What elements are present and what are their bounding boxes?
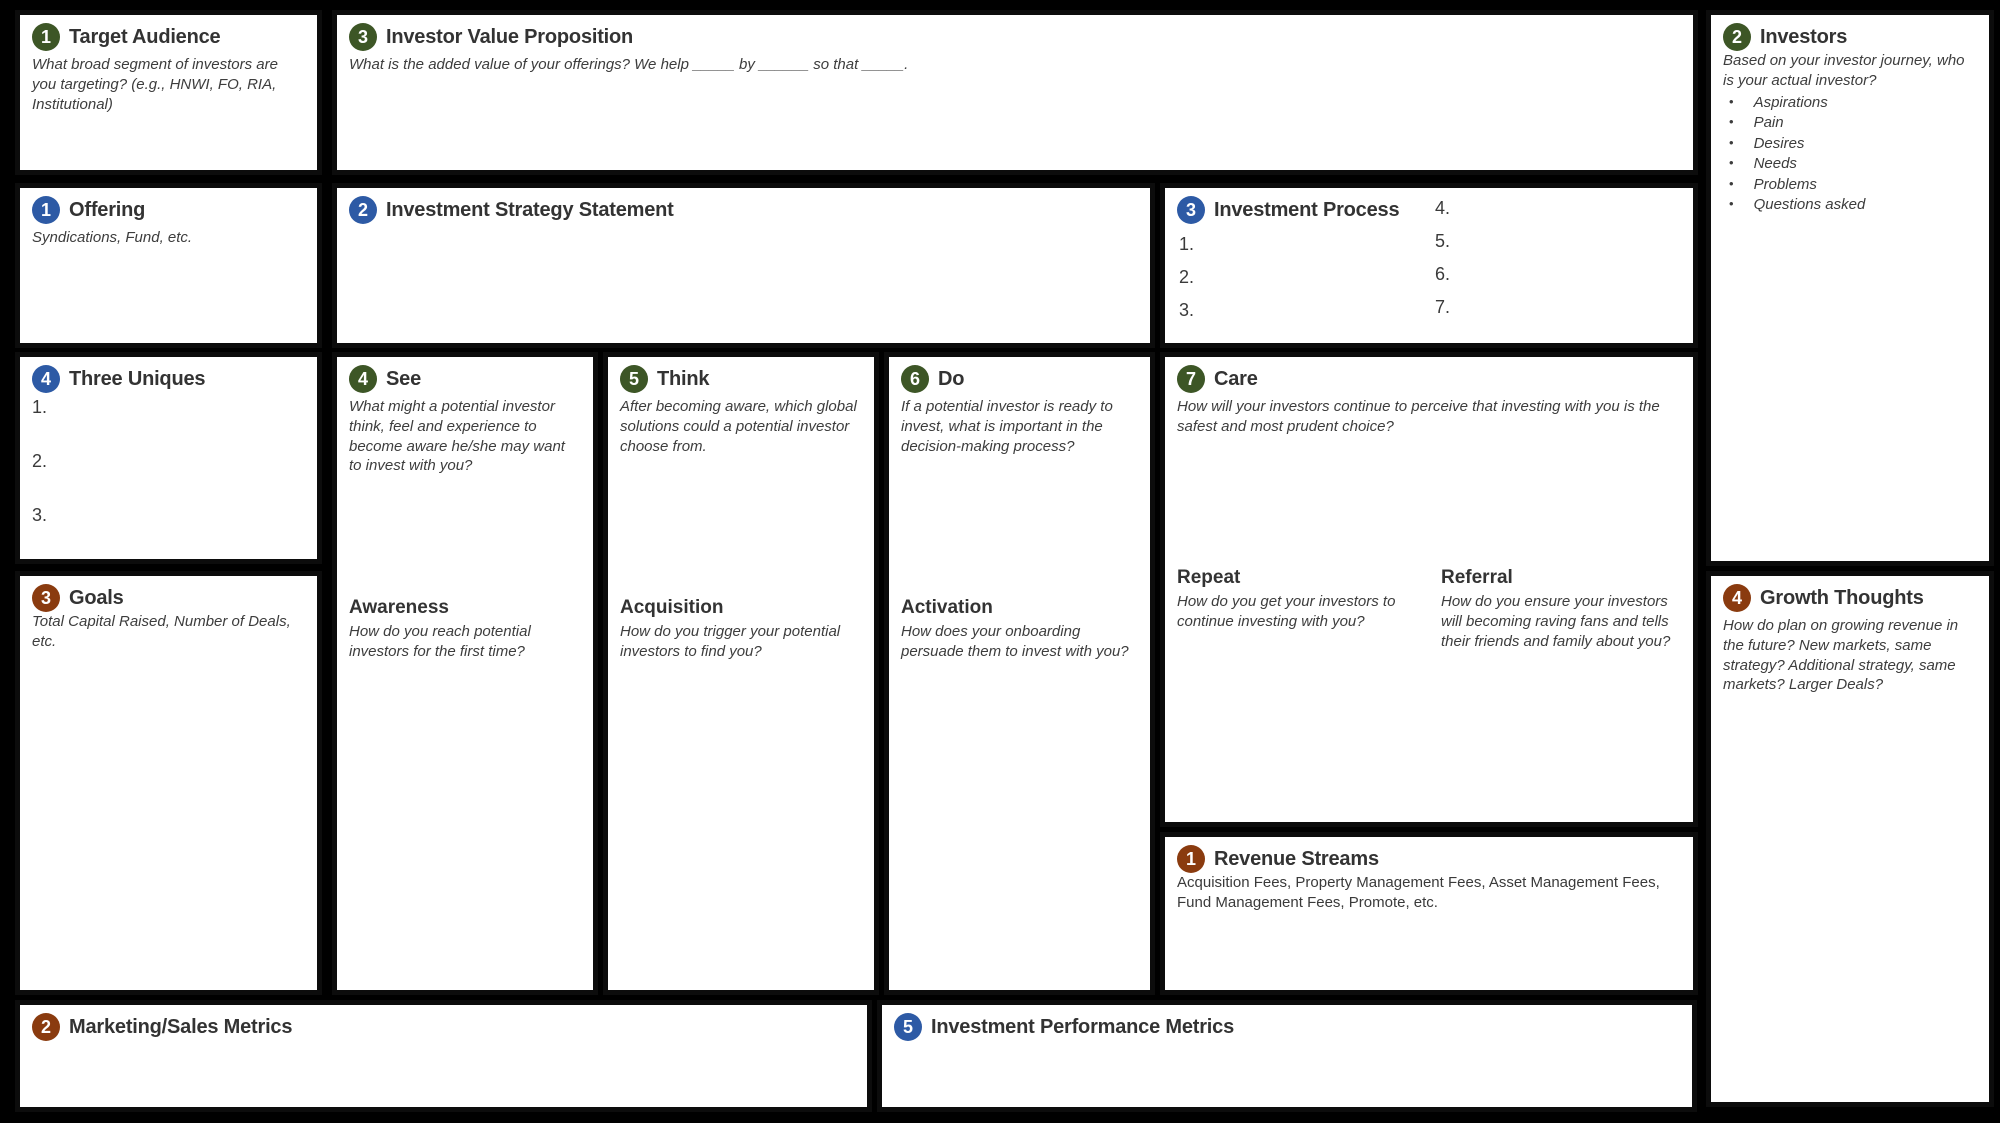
list-item [1723,154,1977,175]
list-item [1723,93,1977,114]
list-item: 3. [1179,300,1195,320]
growth-thoughts-desc: How do plan on growing revenue in the future? New markets, same strategy? Additional strategy, same markets? Larger Deals? [1723,617,1959,694]
investors-header [1723,23,1977,51]
do-title: Do [938,367,965,390]
list-item: 3. [32,505,48,525]
see-title: See [386,367,421,390]
investors-bullet: Needs [1753,155,1797,173]
growth-thoughts-box [1706,571,1994,1107]
investor-value-proposition-desc: What is the added value of your offerings? We help _____ by ______ so that _____. [349,56,909,73]
goals-desc: Total Capital Raised, Number of Deals, etc. [32,613,291,650]
revenue-streams-header [1177,845,1681,873]
three-uniques-box [15,352,322,564]
repeat-section [1177,567,1419,651]
investors-bullet: Desires [1753,134,1805,152]
revenue-streams-title: Revenue Streams [1214,847,1379,870]
offering-badge: 1 [32,196,60,224]
investment-process-steps-1-3 [1179,234,1194,333]
referral-title: Referral [1441,567,1513,588]
goals-box [15,571,322,995]
bullet-icon: • [1729,155,1734,171]
growth-thoughts-title: Growth Thoughts [1760,586,1924,609]
investment-strategy-header [349,196,1138,224]
target-audience-title: Target Audience [69,25,221,48]
care-title: Care [1214,367,1258,390]
repeat-title: Repeat [1177,567,1241,588]
activation-section [901,597,1140,662]
awareness-section [349,597,583,662]
goals-badge: 3 [32,584,60,612]
list-item: 2. [32,451,48,471]
do-desc: If a potential investor is ready to invest, what is important in the decision-making process? [901,398,1113,455]
growth-thoughts-badge: 4 [1723,584,1751,612]
investment-strategy-title: Investment Strategy Statement [386,198,674,221]
acquisition-section [620,597,864,662]
investment-process-header [1177,196,1681,224]
goals-header [32,584,305,612]
investors-desc: Based on your investor journey, who is your actual investor? [1723,52,1965,89]
marketing-sales-metrics-title: Marketing/Sales Metrics [69,1015,293,1038]
investors-bullet: Aspirations [1753,93,1828,111]
list-item: 7. [1435,297,1451,317]
bullet-icon: • [1729,196,1734,212]
think-header [620,365,862,393]
think-box [603,352,879,995]
bullet-icon: • [1729,175,1734,191]
think-desc: After becoming aware, which global solutions could a potential investor choose from. [620,398,857,455]
growth-thoughts-header [1723,584,1977,612]
think-title: Think [657,367,710,390]
repeat-desc: How do you get your investors to continue investing with you? [1177,593,1396,630]
list-item: 6. [1435,264,1451,284]
list-item: 4. [1435,198,1451,218]
investor-value-proposition-header [349,23,1681,51]
list-item [1723,195,1977,216]
investors-bullet: Questions asked [1753,196,1866,214]
think-badge: 5 [620,365,648,393]
investment-performance-metrics-badge: 5 [894,1013,922,1041]
investors-badge: 2 [1723,23,1751,51]
goals-title: Goals [69,586,124,609]
see-badge: 4 [349,365,377,393]
investor-value-proposition-box [332,10,1698,175]
see-header [349,365,581,393]
acquisition-title: Acquisition [620,597,724,618]
see-desc: What might a potential investor think, feel and experience to become aware he/she may want to invest with you? [349,398,565,475]
target-audience-badge: 1 [32,23,60,51]
bullet-icon: • [1729,93,1734,109]
care-subsections [1177,567,1683,651]
do-header [901,365,1138,393]
investment-process-box [1160,183,1698,348]
target-audience-header [32,23,305,51]
three-uniques-title: Three Uniques [69,367,206,390]
awareness-desc: How do you reach potential investors for the first time? [349,623,531,660]
revenue-streams-badge: 1 [1177,845,1205,873]
list-item [1723,175,1977,196]
target-audience-desc: What broad segment of investors are you targeting? (e.g., HNWI, FO, RIA, Institutional) [32,56,278,113]
investment-process-steps-4-7 [1435,198,1450,330]
acquisition-desc: How do you trigger your potential investors to find you? [620,623,841,660]
investment-process-title: Investment Process [1214,198,1400,221]
marketing-sales-metrics-badge: 2 [32,1013,60,1041]
care-badge: 7 [1177,365,1205,393]
investment-performance-metrics-box [877,1000,1697,1112]
referral-desc: How do you ensure your investors will becoming raving fans and tells their friends and family about you? [1441,593,1671,650]
investors-box [1706,10,1994,566]
referral-section [1441,567,1683,651]
investment-strategy-box [332,183,1155,348]
list-item: 2. [1179,267,1195,287]
offering-header [32,196,305,224]
awareness-title: Awareness [349,597,449,618]
see-box [332,352,598,995]
target-audience-box [15,10,322,175]
offering-box [15,183,322,348]
investor-value-proposition-title: Investor Value Proposition [386,25,634,48]
care-desc: How will your investors continue to perceive that investing with you is the safest and most prudent choice? [1177,398,1660,435]
list-item: 1. [1179,234,1195,254]
do-box [884,352,1155,995]
offering-desc: Syndications, Fund, etc. [32,229,193,246]
care-box [1160,352,1698,827]
three-uniques-header [32,365,305,393]
investment-performance-metrics-title: Investment Performance Metrics [931,1015,1235,1038]
activation-title: Activation [901,597,993,618]
list-item: 5. [1435,231,1451,251]
three-uniques-list [32,397,305,526]
three-uniques-badge: 4 [32,365,60,393]
list-item: 1. [32,397,48,417]
investment-strategy-badge: 2 [349,196,377,224]
investor-value-proposition-badge: 3 [349,23,377,51]
revenue-streams-desc: Acquisition Fees, Property Management Fees, Asset Management Fees, Fund Management Fees, Promote, etc. [1177,874,1660,911]
investors-bullet: Pain [1753,114,1784,132]
bullet-icon: • [1729,114,1734,130]
investors-bullet-list [1723,93,1977,216]
investment-process-badge: 3 [1177,196,1205,224]
marketing-sales-metrics-header [32,1013,855,1041]
bullet-icon: • [1729,134,1734,150]
investors-title: Investors [1760,25,1848,48]
offering-title: Offering [69,198,146,221]
revenue-streams-box [1160,832,1698,995]
marketing-sales-metrics-box [15,1000,872,1112]
list-item [1723,113,1977,134]
list-item [1723,134,1977,155]
investors-bullet: Problems [1753,175,1817,193]
investment-performance-metrics-header [894,1013,1680,1041]
care-header [1177,365,1681,393]
do-badge: 6 [901,365,929,393]
activation-desc: How does your onboarding persuade them to invest with you? [901,623,1129,660]
